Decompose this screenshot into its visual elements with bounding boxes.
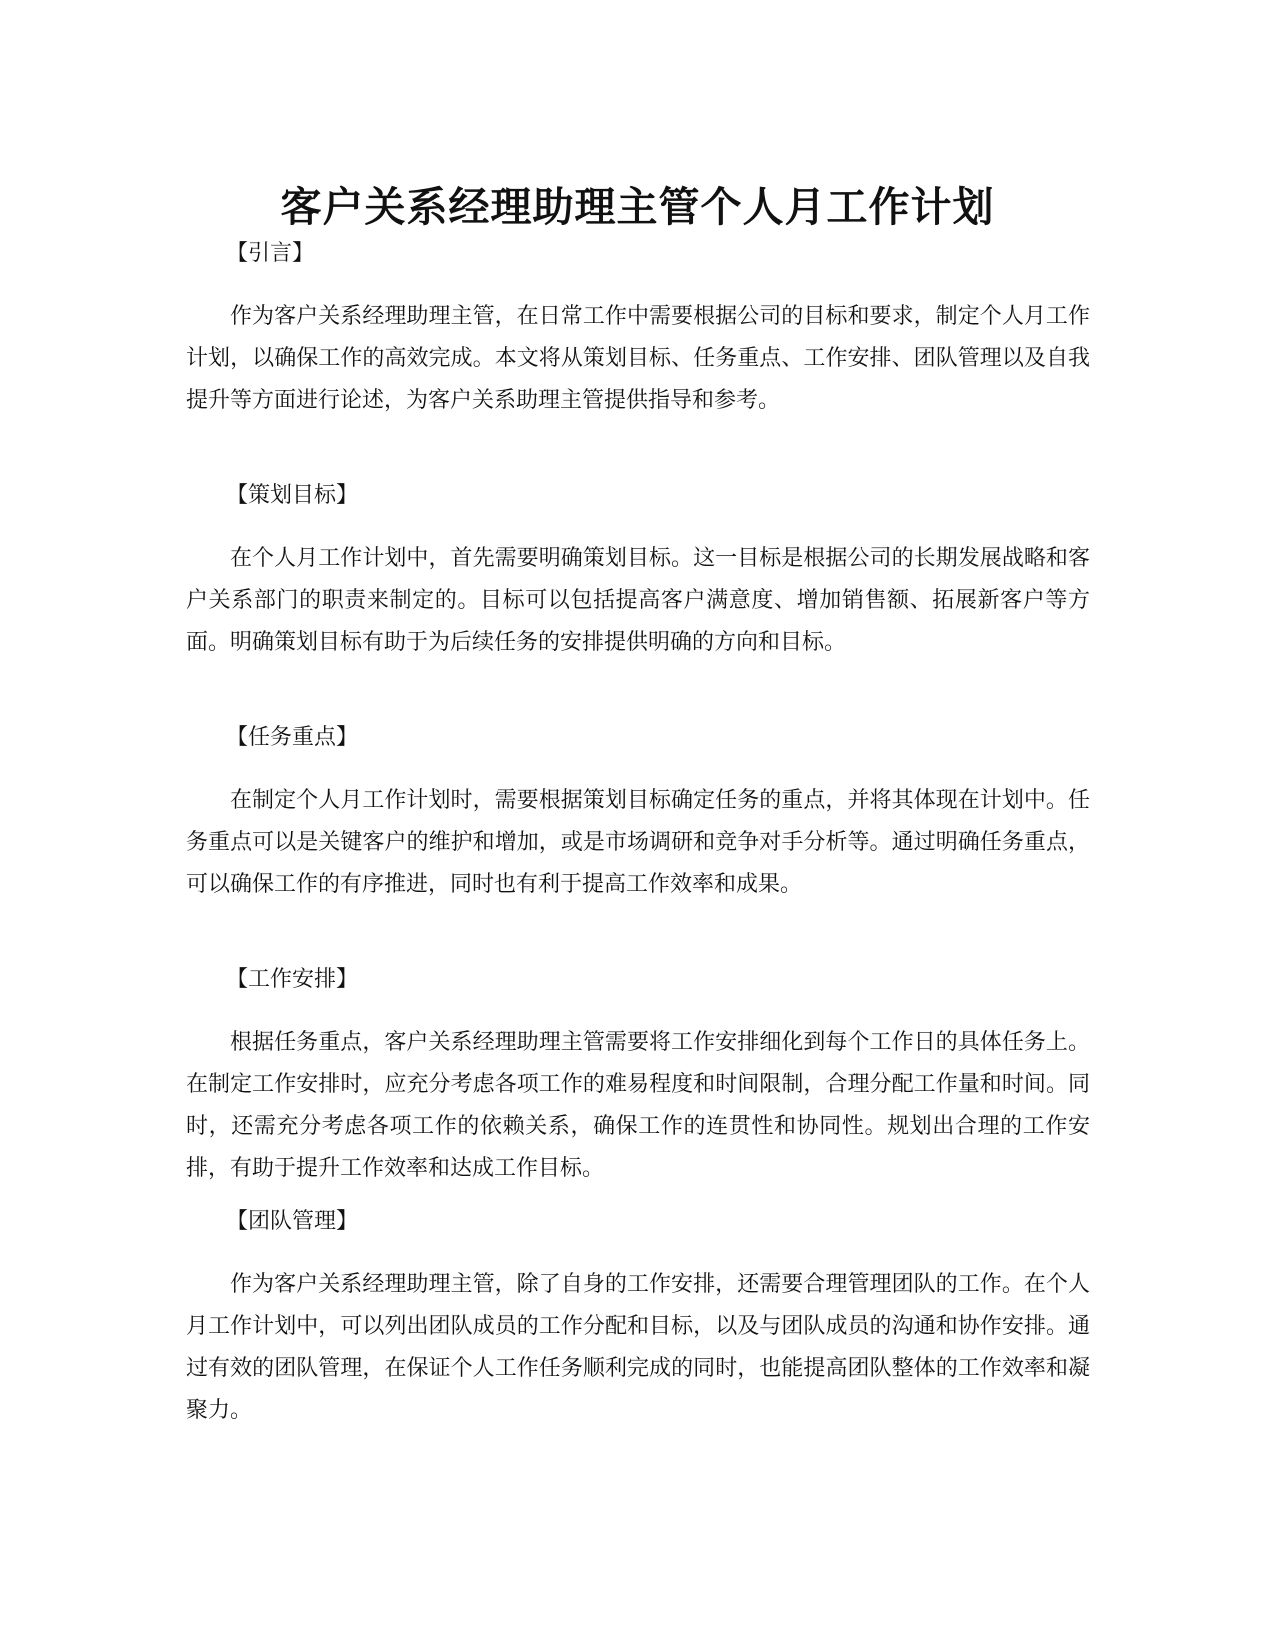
section-heading: 【团队管理】	[226, 1209, 359, 1234]
section-work-arrangement	[186, 964, 1090, 1190]
section-paragraph: 在制定个人月工作计划时，需要根据策划目标确定任务的重点，并将其体现在计划中。任务重点可以是关键客户的维护和增加，或是市场调研和竞争对手分析等。通过明确任务重点，可以确保工作的有序推进，同时也有利于提高工作效率和成果。	[186, 788, 1090, 897]
section-paragraph: 作为客户关系经理助理主管，除了自身的工作安排，还需要合理管理团队的工作。在个人月工作计划中，可以列出团队成员的工作分配和目标，以及与团队成员的沟通和协作安排。通过有效的团队管理，在保证个人工作任务顺利完成的同时，也能提高团队整体的工作效率和凝聚力。	[186, 1272, 1090, 1423]
section-task-priorities	[186, 722, 1090, 906]
section-team-management	[186, 1206, 1090, 1432]
document-title: 客户关系经理助理主管个人月工作计划	[280, 183, 995, 232]
section-heading: 【策划目标】	[226, 483, 359, 508]
section-paragraph: 根据任务重点，客户关系经理助理主管需要将工作安排细化到每个工作日的具体任务上。在制定工作安排时，应充分考虑各项工作的难易程度和时间限制，合理分配工作量和时间。同时，还需充分考虑各项工作的依赖关系，确保工作的连贯性和协同性。规划出合理的工作安排，有助于提升工作效率和达成工作目标。	[186, 1030, 1090, 1181]
section-heading: 【引言】	[226, 241, 315, 266]
section-planning-goals	[186, 480, 1090, 664]
section-heading: 【工作安排】	[226, 967, 359, 992]
section-introduction	[186, 238, 1090, 422]
section-heading: 【任务重点】	[226, 725, 359, 750]
section-paragraph: 在个人月工作计划中，首先需要明确策划目标。这一目标是根据公司的长期发展战略和客户关系部门的职责来制定的。目标可以包括提高客户满意度、增加销售额、拓展新客户等方面。明确策划目标有助于为后续任务的安排提供明确的方向和目标。	[186, 546, 1090, 655]
section-paragraph: 作为客户关系经理助理主管，在日常工作中需要根据公司的目标和要求，制定个人月工作计划，以确保工作的高效完成。本文将从策划目标、任务重点、工作安排、团队管理以及自我提升等方面进行论述，为客户关系助理主管提供指导和参考。	[186, 304, 1090, 413]
